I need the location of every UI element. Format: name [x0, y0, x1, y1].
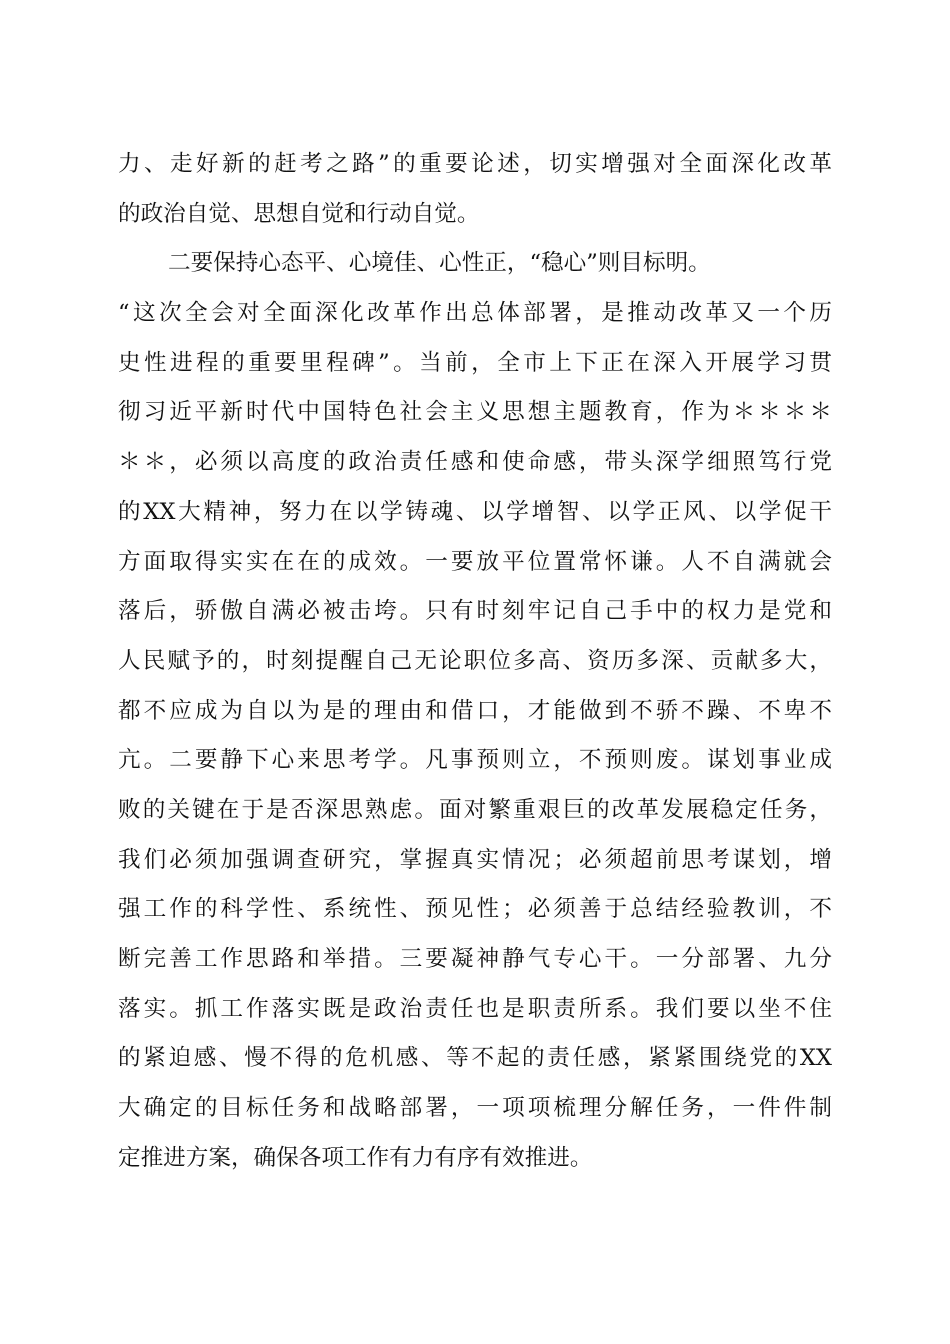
body-text [118, 140, 832, 1183]
text-line: 落后，骄傲自满必被击垮。只有时刻牢记自己手中的权力是党和 [118, 598, 832, 625]
text-line: 方面取得实实在在的成效。一要放平位置常怀谦。人不自满就会 [118, 548, 832, 575]
text-line: 断完善工作思路和举措。三要凝神静气专心干。一分部署、九分 [118, 946, 832, 972]
text-line: 力、走好新的赶考之路”的重要论述，切实增强对全面深化改革 [118, 151, 832, 177]
text-line: 人民赋予的，时刻提醒自己无论职位多高、资历多深、贡献多大， [118, 647, 832, 674]
text-line: 落实。抓工作落实既是政治责任也是职责所系。我们要以坐不住 [118, 995, 832, 1022]
text-line: ＊＊，必须以高度的政治责任感和使命感，带头深学细照笃行党 [118, 449, 832, 476]
text-line: “这次全会对全面深化改革作出总体部署，是推动改革又一个历 [118, 300, 832, 327]
text-line: 大确定的目标任务和战略部署，一项项梳理分解任务，一件件制 [118, 1095, 832, 1122]
text-line: 史性进程的重要里程碑”。当前，全市上下正在深入开展学习贯 [118, 349, 832, 376]
text-line: 亢。二要静下心来思考学。凡事预则立，不预则废。谋划事业成 [118, 747, 832, 774]
text-line: 败的关键在于是否深思熟虑。面对繁重艰巨的改革发展稳定任务， [118, 796, 832, 823]
text-line: 的XX大精神，努力在以学铸魂、以学增智、以学正风、以学促干 [118, 498, 832, 525]
paragraph-heading-line: 二要保持心态平、心境佳、心性正，“稳心”则目标明。 [168, 250, 711, 277]
text-line: 都不应成为自以为是的理由和借口，才能做到不骄不躁、不卑不 [118, 697, 832, 724]
text-line: 的政治自觉、思想自觉和行动自觉。 [118, 200, 480, 227]
text-line: 我们必须加强调查研究，掌握真实情况；必须超前思考谋划，增 [118, 846, 832, 873]
text-line: 彻习近平新时代中国特色社会主义思想主题教育，作为＊＊＊＊ [118, 399, 832, 426]
text-line: 的紧迫感、慢不得的危机感、等不起的责任感，紧紧围绕党的XX [118, 1045, 832, 1072]
text-line: 定推进方案，确保各项工作有力有序有效推进。 [118, 1144, 593, 1171]
text-line: 强工作的科学性、系统性、预见性；必须善于总结经验教训，不 [118, 896, 832, 923]
